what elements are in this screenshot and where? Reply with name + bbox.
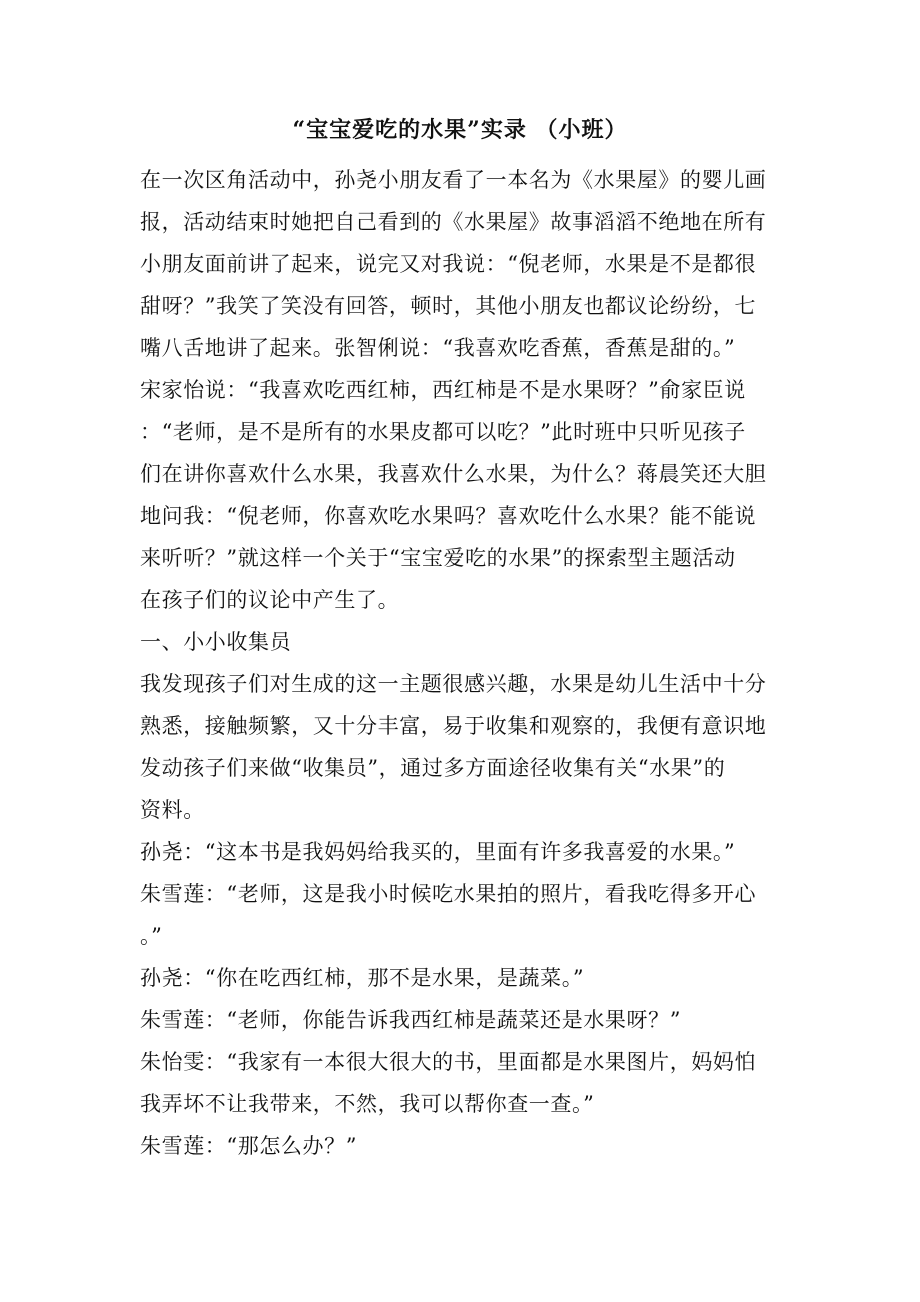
paragraph-line: 我发现孩子们对生成的这一主题很感兴趣，水果是幼儿生活中十分 bbox=[140, 672, 767, 696]
paragraph-line: 在一次区角活动中，孙尧小朋友看了一本名为《水果屋》的婴儿画 bbox=[140, 168, 767, 192]
paragraph-line: ：“老师，是不是所有的水果皮都可以吃？”此时班中只听见孩子 bbox=[140, 420, 746, 444]
paragraph-line: 熟悉，接触频繁，又十分丰富，易于收集和观察的，我便有意识地 bbox=[140, 714, 767, 738]
dialogue-line: 孙尧：“你在吃西红柿，那不是水果，是蔬菜。” bbox=[140, 966, 585, 990]
section-heading: 一、小小收集员 bbox=[140, 630, 292, 654]
paragraph-line: 嘴八舌地讲了起来。张智俐说：“我喜欢吃香蕉，香蕉是甜的。” bbox=[140, 336, 736, 360]
paragraph-line: 来听听？”就这样一个关于“宝宝爱吃的水果”的探索型主题活动 bbox=[140, 546, 736, 570]
paragraph-line: 报，活动结束时她把自己看到的《水果屋》故事滔滔不绝地在所有 bbox=[140, 210, 767, 234]
dialogue-line: 朱怡雯：“我家有一本很大很大的书，里面都是水果图片，妈妈怕 bbox=[140, 1050, 757, 1074]
dialogue-line: 朱雪莲：“老师，你能告诉我西红柿是蔬菜还是水果呀？” bbox=[140, 1008, 682, 1032]
paragraph-line: 在孩子们的议论中产生了。 bbox=[140, 588, 400, 612]
paragraph-line: 宋家怡说：“我喜欢吃西红柿，西红柿是不是水果呀？”俞家臣说 bbox=[140, 378, 746, 402]
paragraph-line: 甜呀？”我笑了笑没有回答，顿时，其他小朋友也都议论纷纷，七 bbox=[140, 294, 757, 318]
paragraph-line: 们在讲你喜欢什么水果，我喜欢什么水果，为什么？蒋晨笑还大胆 bbox=[140, 462, 767, 486]
paragraph-line: 资料。 bbox=[140, 798, 205, 822]
dialogue-line: 朱雪莲：“老师，这是我小时候吃水果拍的照片，看我吃得多开心 bbox=[140, 882, 757, 906]
document-title: “宝宝爱吃的水果”实录 （小班） bbox=[292, 117, 628, 143]
paragraph-line: 发动孩子们来做“收集员”，通过多方面途径收集有关“水果”的 bbox=[140, 756, 726, 780]
dialogue-line: 我弄坏不让我带来，不然，我可以帮你查一查。” bbox=[140, 1092, 595, 1116]
dialogue-line: 孙尧：“这本书是我妈妈给我买的，里面有许多我喜爱的水果。” bbox=[140, 840, 736, 864]
paragraph-line: 小朋友面前讲了起来，说完又对我说：“倪老师，水果是不是都很 bbox=[140, 252, 757, 276]
paragraph-line: 地问我：“倪老师，你喜欢吃水果吗？喜欢吃什么水果？能不能说 bbox=[140, 504, 757, 528]
dialogue-line: 。” bbox=[140, 924, 163, 948]
dialogue-line: 朱雪莲：“那怎么办？” bbox=[140, 1134, 358, 1158]
